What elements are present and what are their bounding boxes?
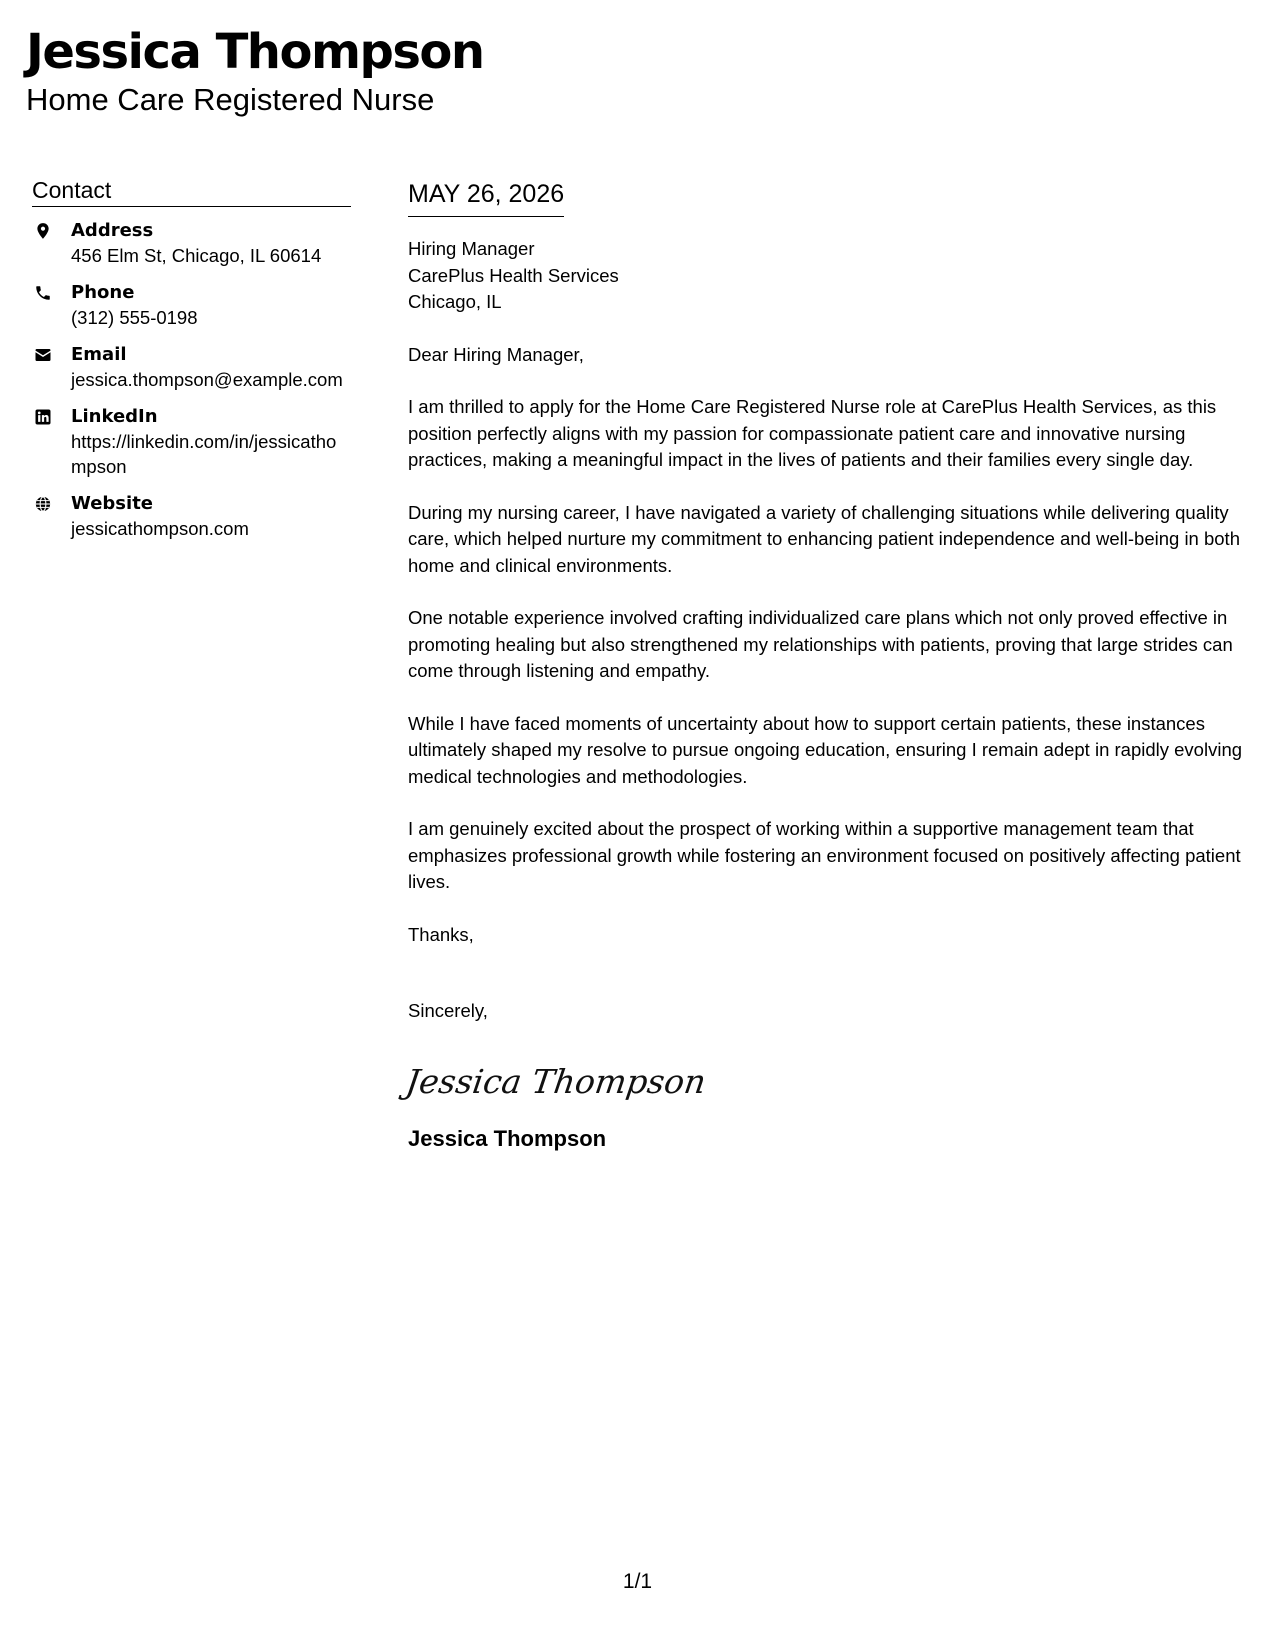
document-header	[26, 22, 484, 118]
closing-line: Sincerely,	[408, 1000, 488, 1021]
paragraph-2: During my nursing career, I have navigated a variety of challenging situations while delivering quality care, which helped nurture my commitment to enhancing patient independence and well-being in both home and clinical environments.	[408, 501, 1240, 576]
contact-item-email	[32, 343, 351, 392]
linkedin-icon	[34, 408, 52, 426]
handwritten-signature	[403, 1055, 709, 1111]
contact-item-linkedin	[32, 405, 351, 479]
signature-text: Jessica Thompson	[403, 1061, 709, 1101]
letter-body	[403, 176, 1248, 1153]
phone-icon	[34, 284, 52, 302]
applicant-name: Jessica Thompson	[26, 24, 484, 80]
applicant-role: Home Care Registered Nurse	[26, 82, 435, 117]
contact-item-phone	[32, 281, 351, 330]
recipient-block	[408, 236, 1248, 316]
envelope-icon	[34, 346, 52, 364]
phone-label: Phone	[71, 282, 135, 303]
signed-name: Jessica Thompson	[408, 1125, 607, 1151]
recipient-location: Chicago, IL	[408, 291, 502, 312]
address-label: Address	[71, 220, 154, 241]
website-label: Website	[71, 493, 154, 514]
recipient-company: CarePlus Health Services	[408, 264, 619, 286]
contact-sidebar	[32, 176, 351, 554]
paragraph-3: One notable experience involved crafting individualized care plans which not only proved effective in promoting healing but also strengthened my relationships with patients, proving that large strides can come through listening and empathy.	[408, 607, 1233, 681]
linkedin-label: LinkedIn	[71, 406, 158, 427]
address-value: 456 Elm St, Chicago, IL 60614	[71, 245, 322, 266]
linkedin-value: https://linkedin.com/in/jessicathompson	[71, 431, 337, 477]
letter-date: MAY 26, 2026	[408, 176, 564, 217]
globe-icon	[34, 495, 52, 513]
salutation: Dear Hiring Manager,	[408, 343, 584, 365]
contact-heading: Contact	[32, 176, 351, 207]
paragraph-5: I am genuinely excited about the prospect of working within a supportive management team that emphasizes professional growth while fostering an environment focused on positively affecting patient lives.	[408, 818, 1241, 892]
phone-value: (312) 555-0198	[71, 307, 198, 328]
page-number: 1/1	[622, 1570, 653, 1593]
recipient-title: Hiring Manager	[408, 238, 535, 259]
contact-item-website	[32, 492, 351, 541]
map-pin-icon	[34, 222, 52, 240]
paragraph-1: I am thrilled to apply for the Home Care Registered Nurse role at CarePlus Health Services, as this position perfectly aligns with my passion for compassionate patient care and innovative nursing practices, making a meaningful impact in the lives of patients and their families every single day.	[408, 396, 1217, 470]
thanks-line: Thanks,	[408, 923, 474, 945]
email-label: Email	[71, 344, 127, 365]
email-value: jessica.thompson@example.com	[71, 369, 343, 390]
website-value: jessicathompson.com	[71, 518, 249, 539]
paragraph-4: While I have faced moments of uncertainty about how to support certain patients, these instances ultimately shaped my resolve to pursue ongoing education, ensuring I remain adept in rapidly evolving medical technologies and methodologies.	[408, 712, 1243, 787]
contact-item-address	[32, 219, 351, 268]
